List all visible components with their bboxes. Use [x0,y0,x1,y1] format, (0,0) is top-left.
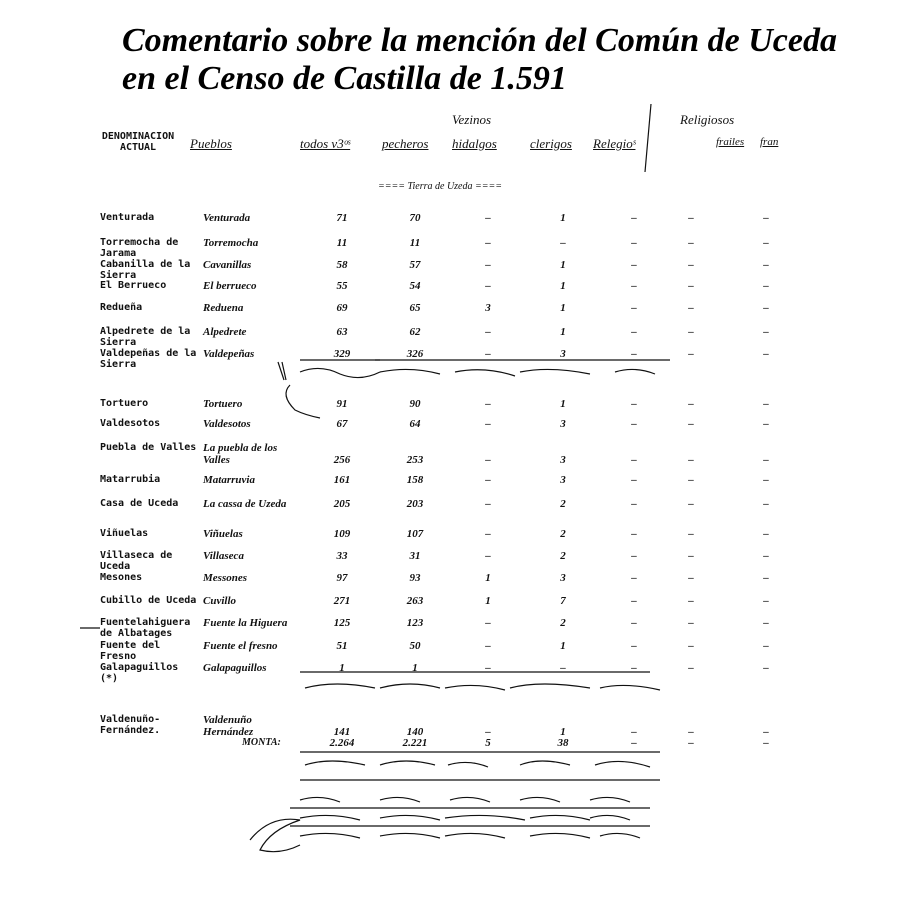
row-pueblo-name: Alpedrete [203,326,247,338]
row-religiosos-2: – [763,259,769,271]
row-actual-name: El Berrueco [100,280,167,291]
row-relig: – [631,302,637,314]
row-actual-name: Casa de Uceda [100,498,179,509]
row-actual-name: Fuentelahiguera de Albatages [100,617,191,639]
row-todos: 69 [336,302,348,314]
section-label: ==== Tierra de Uzeda ==== [378,181,502,192]
row-todos: 58 [336,259,348,271]
row-actual-name: Matarrubia [100,474,161,485]
row-actual-name: Torremocha de Jarama [100,237,179,259]
row-pueblo-name: Tortuero [203,398,243,410]
header-fran: fran [760,136,779,148]
row-todos: 141 [333,726,351,738]
row-pueblo-name: Torremocha [203,237,259,249]
row-todos: 91 [336,398,348,410]
row-relig: – [631,572,637,584]
row-todos: 55 [336,280,348,292]
row-pueblo-name: Fuente el fresno [203,640,278,652]
monta-relig: – [631,737,637,749]
row-pecheros: 263 [406,595,424,607]
row-religiosos-2: – [763,550,769,562]
row-pecheros: 11 [409,237,421,249]
row-clerigos: – [560,237,566,249]
row-religiosos-1: – [688,474,694,486]
row-actual-name: Valdenuño-Fernández. [100,714,161,736]
row-hidalgos: – [485,280,491,292]
row-clerigos: 2 [560,550,566,562]
header-pueblos: Pueblos [190,136,232,151]
row-todos: 205 [333,498,351,510]
row-pecheros: 90 [409,398,421,410]
row-hidalgos: – [485,212,491,224]
row-actual-name: Alpedrete de la Sierra [100,326,191,348]
row-clerigos: 1 [560,259,566,271]
row-religiosos-1: – [688,498,694,510]
row-pueblo-name: El berrueco [203,280,257,292]
row-pueblo-name: Matarruvia [203,474,255,486]
row-actual-name: Cabanilla de la Sierra [100,259,191,281]
header-hidalgos: hidalgos [452,136,497,151]
row-relig: – [631,640,637,652]
row-hidalgos: – [485,550,491,562]
row-religiosos-2: – [763,528,769,540]
row-clerigos: 1 [560,640,566,652]
title-line-2: en el Censo de Castilla de 1.591 [122,60,567,97]
row-pueblo-name: Messones [203,572,248,584]
row-relig: – [631,454,637,466]
row-pueblo-name: Villaseca [203,550,244,562]
row-religiosos-1: – [688,454,694,466]
row-religiosos-1: – [688,550,694,562]
row-todos: 161 [333,474,351,486]
header-clerigos: clerigos [530,136,572,151]
row-religiosos-2: – [763,280,769,292]
row-todos: 33 [336,550,348,562]
row-religiosos-1: – [688,662,694,674]
row-religiosos-1: – [688,212,694,224]
row-clerigos: 3 [560,348,566,360]
row-actual-name: Fuente del Fresno [100,640,161,662]
row-religiosos-2: – [763,640,769,652]
row-religiosos-1: – [688,398,694,410]
row-pecheros: 158 [406,474,424,486]
row-clerigos: 7 [560,595,566,607]
row-pecheros: 54 [409,280,421,292]
row-todos: 109 [333,528,351,540]
row-relig: – [631,280,637,292]
row-actual-name: Tortuero [100,398,149,409]
monta-r2: – [763,737,769,749]
row-relig: – [631,398,637,410]
row-religiosos-1: – [688,572,694,584]
row-hidalgos: – [485,398,491,410]
row-hidalgos: 1 [485,595,491,607]
row-hidalgos: – [485,528,491,540]
row-religiosos-1: – [688,348,694,360]
row-religiosos-1: – [688,259,694,271]
row-religiosos-1: – [688,595,694,607]
row-pecheros: 326 [406,348,424,360]
row-pueblo-name: Venturada [203,212,251,224]
row-clerigos: 2 [560,617,566,629]
row-religiosos-1: – [688,726,694,738]
row-religiosos-2: – [763,662,769,674]
row-clerigos: 3 [560,474,566,486]
row-pecheros: 107 [406,528,424,540]
row-religiosos-2: – [763,572,769,584]
row-clerigos: 1 [560,280,566,292]
row-todos: 11 [336,237,348,249]
row-todos: 125 [333,617,351,629]
row-clerigos: 1 [560,398,566,410]
row-religiosos-1: – [688,302,694,314]
header-frailes: frailes [716,136,745,148]
monta-pecheros: 2.221 [402,737,428,749]
row-hidalgos: – [485,348,491,360]
row-relig: – [631,237,637,249]
row-pecheros: 1 [412,662,418,674]
row-relig: – [631,348,637,360]
row-clerigos: 1 [560,212,566,224]
row-pecheros: 57 [409,259,421,271]
row-pueblo-name: Cavanillas [203,259,252,271]
row-relig: – [631,212,637,224]
row-religiosos-1: – [688,326,694,338]
row-religiosos-2: – [763,595,769,607]
header-vezinos-group: Vezinos [452,112,491,127]
row-pecheros: 253 [406,454,424,466]
row-pueblo-name: Galapaguillos [203,662,267,674]
row-todos: 329 [333,348,351,360]
row-actual-name: Galapaguillos (*) [100,662,179,684]
header-pecheros: pecheros [382,136,429,151]
header-todos: todos v3ᵒˢ [300,136,351,151]
monta-clerigos: 38 [557,737,569,749]
row-religiosos-2: – [763,212,769,224]
row-hidalgos: – [485,617,491,629]
row-religiosos-2: – [763,326,769,338]
row-hidalgos: – [485,474,491,486]
row-pueblo-name: La cassa de Uzeda [203,498,287,510]
row-hidalgos: – [485,498,491,510]
row-religiosos-2: – [763,474,769,486]
row-pecheros: 62 [409,326,421,338]
row-actual-name: Villaseca de Uceda [100,550,173,572]
row-actual-name: Redueña [100,302,143,313]
row-todos: 1 [339,662,345,674]
row-todos: 71 [336,212,348,224]
row-clerigos: 1 [560,726,566,738]
row-religiosos-1: – [688,280,694,292]
row-todos: 97 [336,572,348,584]
row-pecheros: 203 [406,498,424,510]
row-religiosos-1: – [688,528,694,540]
row-pueblo-name: Valdepeñas [203,348,255,360]
row-clerigos: 2 [560,498,566,510]
row-todos: 51 [336,640,348,652]
row-clerigos: 1 [560,326,566,338]
header-religiosos-group: Religiosos [680,112,735,127]
row-religiosos-2: – [763,302,769,314]
row-actual-name: Valdesotos [100,418,161,429]
row-hidalgos: – [485,237,491,249]
monta-todos: 2.264 [329,737,355,749]
row-clerigos: 3 [560,572,566,584]
row-pueblo-name: Valdenuño Hernández [203,714,254,738]
row-actual-name: Cubillo de Uceda [100,595,197,606]
monta-hidalgos: 5 [485,737,491,749]
row-relig: – [631,595,637,607]
title-line-1: Comentario sobre la mención del Común de Uceda [122,22,837,59]
row-religiosos-1: – [688,237,694,249]
row-pueblo-name: Cuvillo [203,595,237,607]
row-pueblo-name: Reduena [203,302,244,314]
row-religiosos-2: – [763,498,769,510]
monta-label: MONTA: [242,737,281,748]
row-relig: – [631,617,637,629]
row-relig: – [631,498,637,510]
row-todos: 63 [336,326,348,338]
row-relig: – [631,528,637,540]
row-hidalgos: – [485,326,491,338]
row-relig: – [631,550,637,562]
row-actual-name: Valdepeñas de la Sierra [100,348,197,370]
row-pueblo-name: Viñuelas [203,528,243,540]
row-religiosos-2: – [763,348,769,360]
header-religiosos-col: Relegioˢ [593,136,636,151]
row-actual-name: Puebla de Valles [100,442,197,453]
row-hidalgos: 3 [485,302,491,314]
row-pecheros: 50 [409,640,421,652]
row-relig: – [631,662,637,674]
row-actual-name: Viñuelas [100,528,149,539]
row-pecheros: 93 [409,572,421,584]
row-hidalgos: 1 [485,572,491,584]
row-religiosos-2: – [763,617,769,629]
row-hidalgos: – [485,259,491,271]
row-clerigos: 2 [560,528,566,540]
row-pecheros: 123 [406,617,424,629]
row-pecheros: 140 [406,726,424,738]
row-actual-name: Venturada [100,212,155,223]
row-religiosos-2: – [763,237,769,249]
row-relig: – [631,326,637,338]
row-pueblo-name: Fuente la Higuera [203,617,288,629]
row-pecheros: 64 [409,418,421,430]
row-hidalgos: – [485,454,491,466]
row-relig: – [631,418,637,430]
row-clerigos: 3 [560,454,566,466]
row-relig: – [631,259,637,271]
row-todos: 67 [336,418,348,430]
header-denominacion: DENOMINACION ACTUAL [101,131,175,153]
row-religiosos-1: – [688,418,694,430]
row-religiosos-1: – [688,640,694,652]
row-religiosos-2: – [763,454,769,466]
row-religiosos-2: – [763,418,769,430]
row-pecheros: 65 [409,302,421,314]
row-religiosos-2: – [763,398,769,410]
row-religiosos-2: – [763,726,769,738]
row-clerigos: 3 [560,418,566,430]
row-pecheros: 70 [409,212,421,224]
row-pueblo-name: Valdesotos [203,418,251,430]
row-hidalgos: – [485,662,491,674]
row-todos: 256 [333,454,351,466]
row-todos: 271 [333,595,351,607]
row-hidalgos: – [485,640,491,652]
row-pecheros: 31 [409,550,421,562]
row-relig: – [631,726,637,738]
row-clerigos: – [560,662,566,674]
row-relig: – [631,474,637,486]
row-actual-name: Mesones [100,572,143,583]
row-hidalgos: – [485,418,491,430]
monta-r1: – [688,737,694,749]
row-hidalgos: – [485,726,491,738]
row-clerigos: 1 [560,302,566,314]
row-religiosos-1: – [688,617,694,629]
row-pueblo-name: La puebla de los Valles [203,442,278,466]
